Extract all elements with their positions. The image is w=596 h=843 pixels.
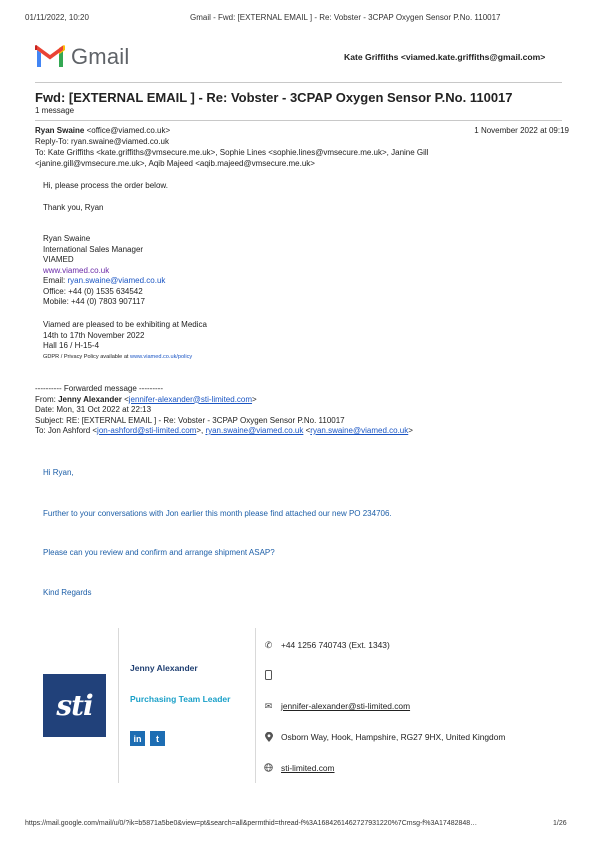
sig-company: VIAMED: [43, 255, 74, 264]
forward-date: Date: Mon, 31 Oct 2022 at 22:13: [35, 405, 152, 414]
forward-to-sep: >,: [196, 426, 206, 435]
sig-name: Ryan Swaine: [43, 234, 91, 243]
account-name: Kate Griffiths <viamed.kate.griffiths@gmail.com>: [344, 52, 546, 62]
forward-regards: Kind Regards: [43, 588, 92, 597]
recipients-line-1: To: Kate Griffiths <kate.griffiths@vmsecure.me.uk>, Sophie Lines <sophie.lines@vmsecure.me.uk>, Janine Gill: [35, 148, 429, 157]
thread-subject: Fwd: [EXTERNAL EMAIL ] - Re: Vobster - 3CPAP Oxygen Sensor P.No. 110017: [35, 90, 513, 105]
print-url: https://mail.google.com/mail/u/0/?ik=b5871a5be0&view=pt&search=all&permthid=thread-f%3A1684261462727931220%7Cmsg-f%3A17482848…: [25, 820, 478, 827]
forward-to-email-2[interactable]: ryan.swaine@viamed.co.uk: [205, 426, 304, 435]
sender-email: <office@viamed.co.uk>: [86, 126, 171, 135]
sig-email-label: Email:: [43, 276, 68, 285]
signature-divider-left: [118, 628, 119, 783]
signature-email-link[interactable]: jennifer-alexander@sti-limited.com: [281, 701, 411, 711]
forward-greeting: Hi Ryan,: [43, 468, 74, 477]
forward-divider: ---------- Forwarded message ---------: [35, 384, 163, 393]
linkedin-icon[interactable]: in: [130, 731, 145, 746]
print-title: Gmail - Fwd: [EXTERNAL EMAIL ] - Re: Vobster - 3CPAP Oxygen Sensor P.No. 110017: [190, 13, 501, 22]
thanks: Thank you, Ryan: [43, 203, 104, 212]
recipients-line-2: <janine.gill@vmsecure.me.uk>, Aqib Majeed <aqib.majeed@vmsecure.me.uk>: [35, 159, 315, 168]
gdpr-line: [43, 352, 207, 363]
signature-name: Jenny Alexander: [130, 663, 198, 673]
sig-mobile: Mobile: +44 (0) 7803 907117: [43, 297, 145, 306]
medica-line-2: 14th to 17th November 2022: [43, 330, 145, 340]
forward-subject: Subject: RE: [EXTERNAL EMAIL ] - Re: Vobster - 3CPAP Oxygen Sensor P.No. 110017: [35, 415, 345, 425]
forward-from-close: >: [252, 394, 257, 404]
forward-from-label: From:: [35, 394, 59, 404]
sig-website-link[interactable]: www.viamed.co.uk: [43, 265, 110, 275]
email-icon: ✉: [264, 701, 273, 711]
sig-title: International Sales Manager: [43, 244, 144, 254]
forward-to-mid: <: [303, 426, 311, 435]
forward-to-label: To: Jon Ashford <: [35, 426, 98, 435]
header-divider: [35, 82, 562, 83]
message-from: [35, 126, 170, 135]
gdpr-link[interactable]: www.viamed.co.uk/policy: [130, 353, 193, 360]
greeting: Hi, please process the order below.: [43, 181, 168, 190]
signature-phone: +44 1256 740743 (Ext. 1343): [281, 640, 390, 650]
forward-from-email-link[interactable]: jennifer-alexander@sti-limited.com: [128, 394, 253, 404]
forward-to-end: >: [408, 426, 413, 435]
forwarded-header: [35, 384, 413, 437]
gdpr-label: GDPR / Privacy Policy available at: [43, 353, 131, 360]
phone-icon: ✆: [264, 640, 273, 650]
message-count: 1 message: [35, 106, 75, 115]
message-date: 1 November 2022 at 09:19: [474, 126, 569, 135]
forward-to: [35, 426, 413, 437]
gmail-wordmark: Gmail: [71, 44, 130, 69]
twitter-icon[interactable]: t: [150, 731, 165, 746]
print-datetime: 01/11/2022, 10:20: [25, 13, 89, 22]
signature-divider-right: [255, 628, 256, 783]
medica-line-1: Viamed are pleased to be exhibiting at Medica: [43, 320, 207, 329]
medica-line-3: Hall 16 / H-15-4: [43, 341, 100, 350]
forward-from-name: Jenny Alexander: [58, 394, 122, 404]
sig-email-link[interactable]: ryan.swaine@viamed.co.uk: [67, 276, 166, 285]
gmail-logo-icon[interactable]: [35, 44, 65, 67]
location-pin-icon: [264, 732, 273, 742]
forward-from: [35, 395, 413, 406]
print-page-number: 1/26: [553, 820, 567, 827]
sender-name: Ryan Swaine: [35, 126, 85, 135]
reply-to: Reply-To: ryan.swaine@viamed.co.uk: [35, 137, 169, 146]
sig-office: Office: +44 (0) 1535 634542: [43, 286, 143, 296]
mobile-icon: [264, 670, 273, 680]
forward-para-2: Please can you review and confirm and arrange shipment ASAP?: [43, 548, 275, 557]
subject-divider: [35, 120, 562, 121]
forward-from-open: <: [121, 394, 129, 404]
medica-block: [43, 320, 207, 362]
sig-email-line: [43, 276, 165, 287]
signature-website-link[interactable]: sti-limited.com: [281, 763, 335, 773]
signature-address: Osborn Way, Hook, Hampshire, RG27 9HX, United Kingdom: [281, 732, 506, 742]
forward-to-email-1[interactable]: jon-ashford@sti-limited.com: [97, 426, 197, 435]
globe-icon: [264, 763, 273, 773]
signature-role: Purchasing Team Leader: [130, 694, 231, 704]
sti-logo: sti: [43, 674, 106, 737]
forward-to-email-3[interactable]: ryan.swaine@viamed.co.uk: [310, 426, 409, 435]
signature-block: [43, 234, 165, 308]
forward-para-1: Further to your conversations with Jon earlier this month please find attached our new PO 234706.: [43, 509, 392, 518]
